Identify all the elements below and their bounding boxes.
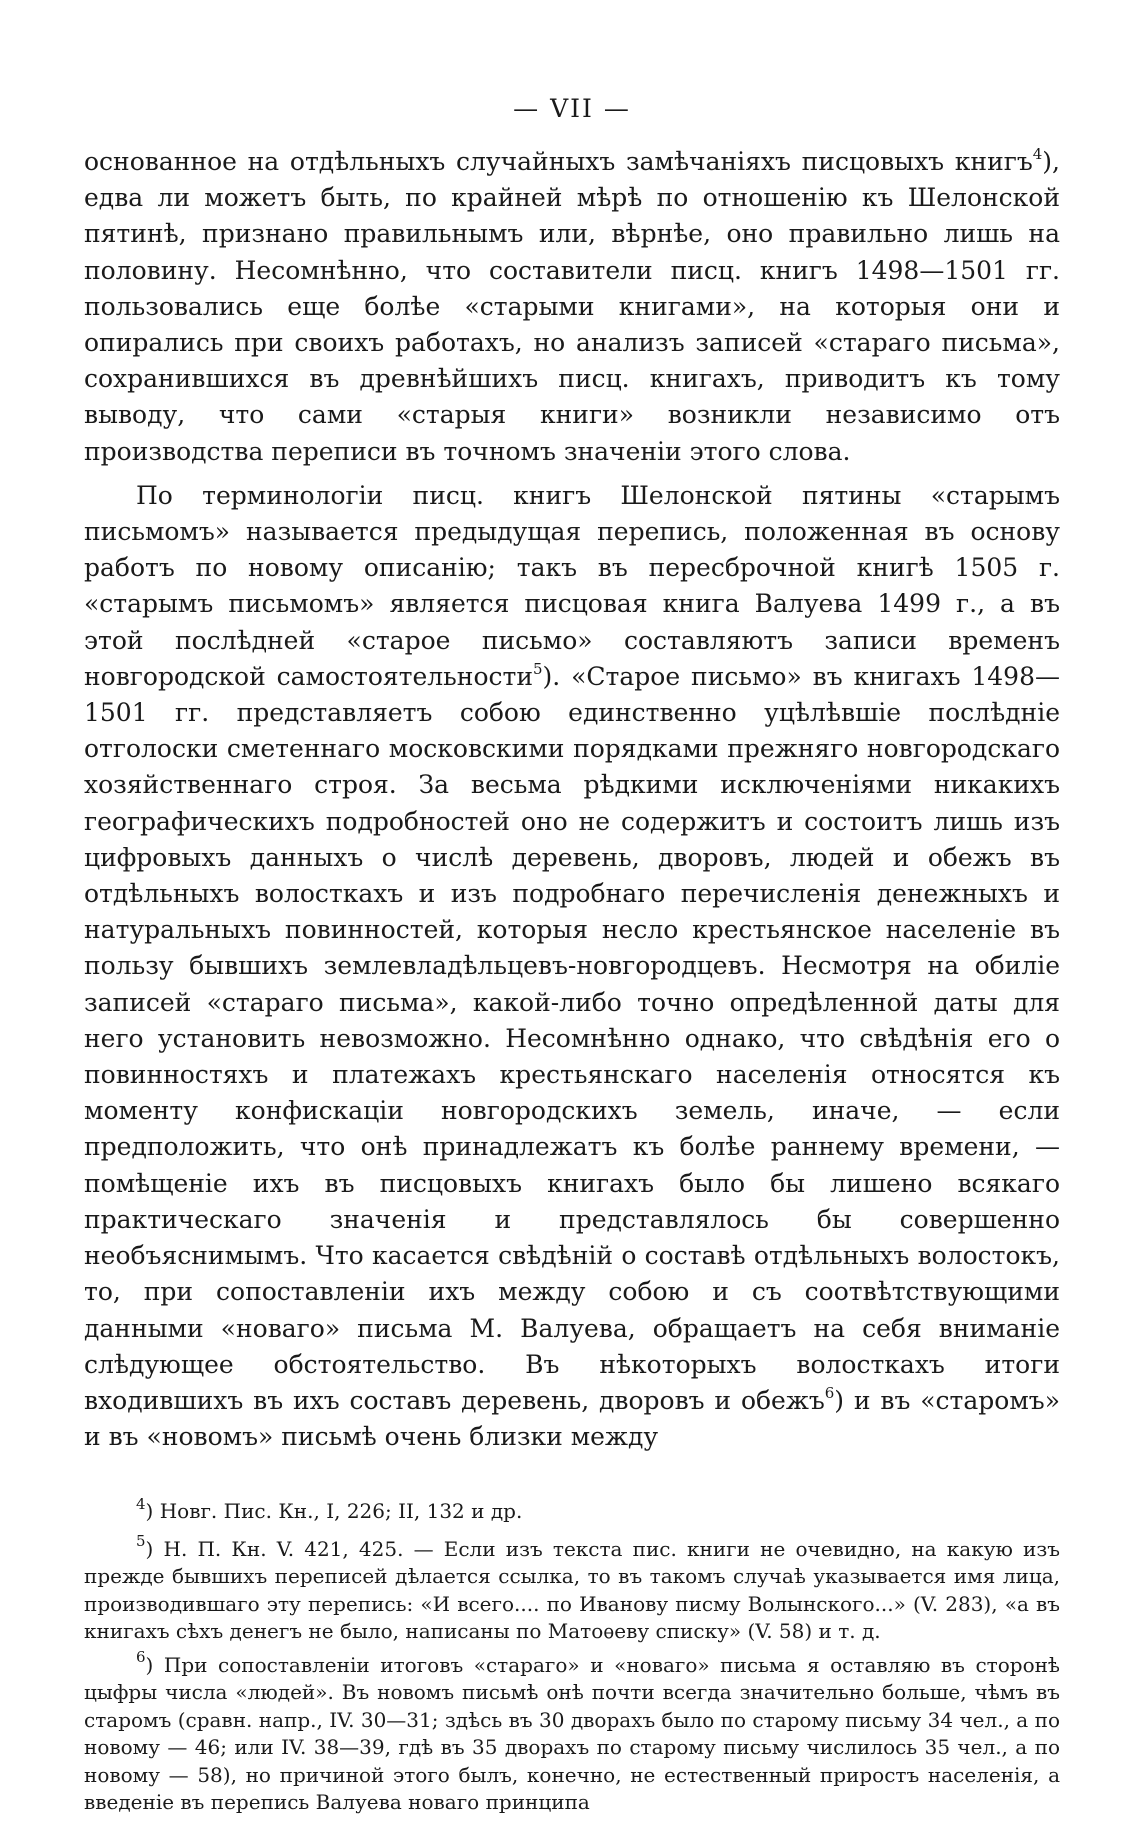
paragraph-2-text-end: ) и въ «старомъ» и въ «новомъ» письмѣ очень близки между xyxy=(84,1385,1060,1452)
footnote-separator xyxy=(84,1477,1060,1478)
paragraph-2-text-middle: ). «Старое письмо» въ книгахъ 1498—1501 гг. представляетъ собою единственно уцѣлѣвшіе послѣдніе отголоски сметеннаго московскими порядками прежняго новгородскаго хозяйственнаго строя. За весьма рѣдкими исключеніями никакихъ географическихъ подробностей оно не содержитъ и состоитъ лишь изъ цифровыхъ данныхъ о числѣ деревень, дворовъ, людей и обежъ въ отдѣльныхъ волосткахъ и изъ подробнаго перечисленія денежныхъ и натуральныхъ повинностей, которыя несло крестьянское населеніе въ пользу бывшихъ землевладѣльцевъ-новгородцевъ. Несмотря на обиліе записей «стараго письма», какой-либо точно опредѣленной даты для него установить невозможно. Несомнѣнно однако, что свѣдѣнія его о повинностяхъ и платежахъ крестьянскаго населенія относятся къ моменту конфискаціи новгородскихъ земель, иначе, — если предположить, что онѣ принадлежатъ къ болѣе раннему времени, — помѣщеніе ихъ въ писцовыхъ книгахъ было бы лишено всякаго практическаго значенія и представлялось бы совершенно необъяснимымъ. Что касается свѣдѣній о составѣ отдѣльныхъ волостокъ, то, при сопоставленіи ихъ между собою и съ соотвѣтствующими данными «новаго» письма М. Валуева, обращаетъ на себя вниманіе слѣдующее обстоятельство. Въ нѣкоторыхъ волосткахъ итоги входившихъ въ ихъ составъ деревень, дворовъ и обежъ xyxy=(84,661,1060,1415)
footnote-6 xyxy=(84,1648,1060,1817)
footnote-ref-4: 4 xyxy=(1032,144,1043,163)
page xyxy=(84,92,1060,1823)
footnote-4-mark: 4 xyxy=(136,1494,146,1513)
footnote-6-mark: 6 xyxy=(136,1648,146,1667)
paragraph-2-text-start: По терминологіи писц. книгъ Шелонской пятины «старымъ письмомъ» называется предыдущая перепись, положенная въ основу работъ по новому описанію; такъ въ пересброчной книгѣ 1505 г. «старымъ письмомъ» является писцовая книга Валуева 1499 г., а въ этой послѣдней «старое письмо» составляютъ записи временъ новгородской самостоятельности xyxy=(84,480,1060,691)
footnote-ref-5: 5 xyxy=(533,659,543,678)
footnotes xyxy=(84,1494,1060,1817)
body-text xyxy=(84,144,1060,1455)
paragraph-1-text-end: ), едва ли можетъ быть, по крайней мѣрѣ по отношенію къ Шелонской пятинѣ, признано правильнымъ или, вѣрнѣе, оно правильно лишь на половину. Несомнѣнно, что составители писц. книгъ 1498—1501 гг. пользовались еще болѣе «старыми книгами», на которыя они и опирались при своихъ работахъ, но анализъ записей «стараго письма», сохранившихся въ древнѣйшихъ писц. книгахъ, приводитъ къ тому выводу, что сами «старыя книги» возникли независимо отъ производства переписи въ точномъ значеніи этого слова. xyxy=(84,147,1060,466)
footnote-4 xyxy=(84,1494,1060,1526)
paragraph-1 xyxy=(84,144,1060,470)
footnote-ref-6: 6 xyxy=(824,1383,835,1402)
page-number-header: — VII — xyxy=(513,94,631,123)
footnote-5-text: ) Н. П. Кн. V. 421, 425. — Если изъ текста пис. книги не очевидно, на какую изъ прежде бывшихъ переписей дѣлается ссылка, то въ такомъ случаѣ указывается имя лица, производившаго эту перепись: «И всего.... по Иванову писму Волынского...» (V. 283), «а въ книгахъ сѣхъ денегъ не было, написаны по Матоѳеву списку» (V. 58) и т. д. xyxy=(84,1536,1060,1644)
footnote-6-text: ) При сопоставленіи итоговъ «стараго» и «новаго» письма я оставляю въ сторонѣ цыфры числа «людей». Въ новомъ письмѣ онѣ почти всегда значительно больше, чѣмъ въ старомъ (сравн. напр., IV. 30—31; здѣсь въ 30 дворахъ было по старому письму 34 чел., а по новому — 46; или IV. 38—39, гдѣ въ 35 дворахъ по старому письму числилось 35 чел., а по новому — 58), но причиной этого былъ, конечно, не естественный приростъ населенія, а введеніе въ перепись Валуева новаго принципа xyxy=(84,1652,1060,1815)
paragraph-1-text-start: основанное на отдѣльныхъ случайныхъ замѣчаніяхъ писцовыхъ книгъ xyxy=(84,147,1033,176)
footnote-4-text: ) Новг. Пис. Кн., I, 226; II, 132 и др. xyxy=(145,1499,523,1524)
footnote-5 xyxy=(84,1532,1060,1646)
footnote-5-mark: 5 xyxy=(136,1532,146,1551)
paragraph-2 xyxy=(84,478,1060,1455)
